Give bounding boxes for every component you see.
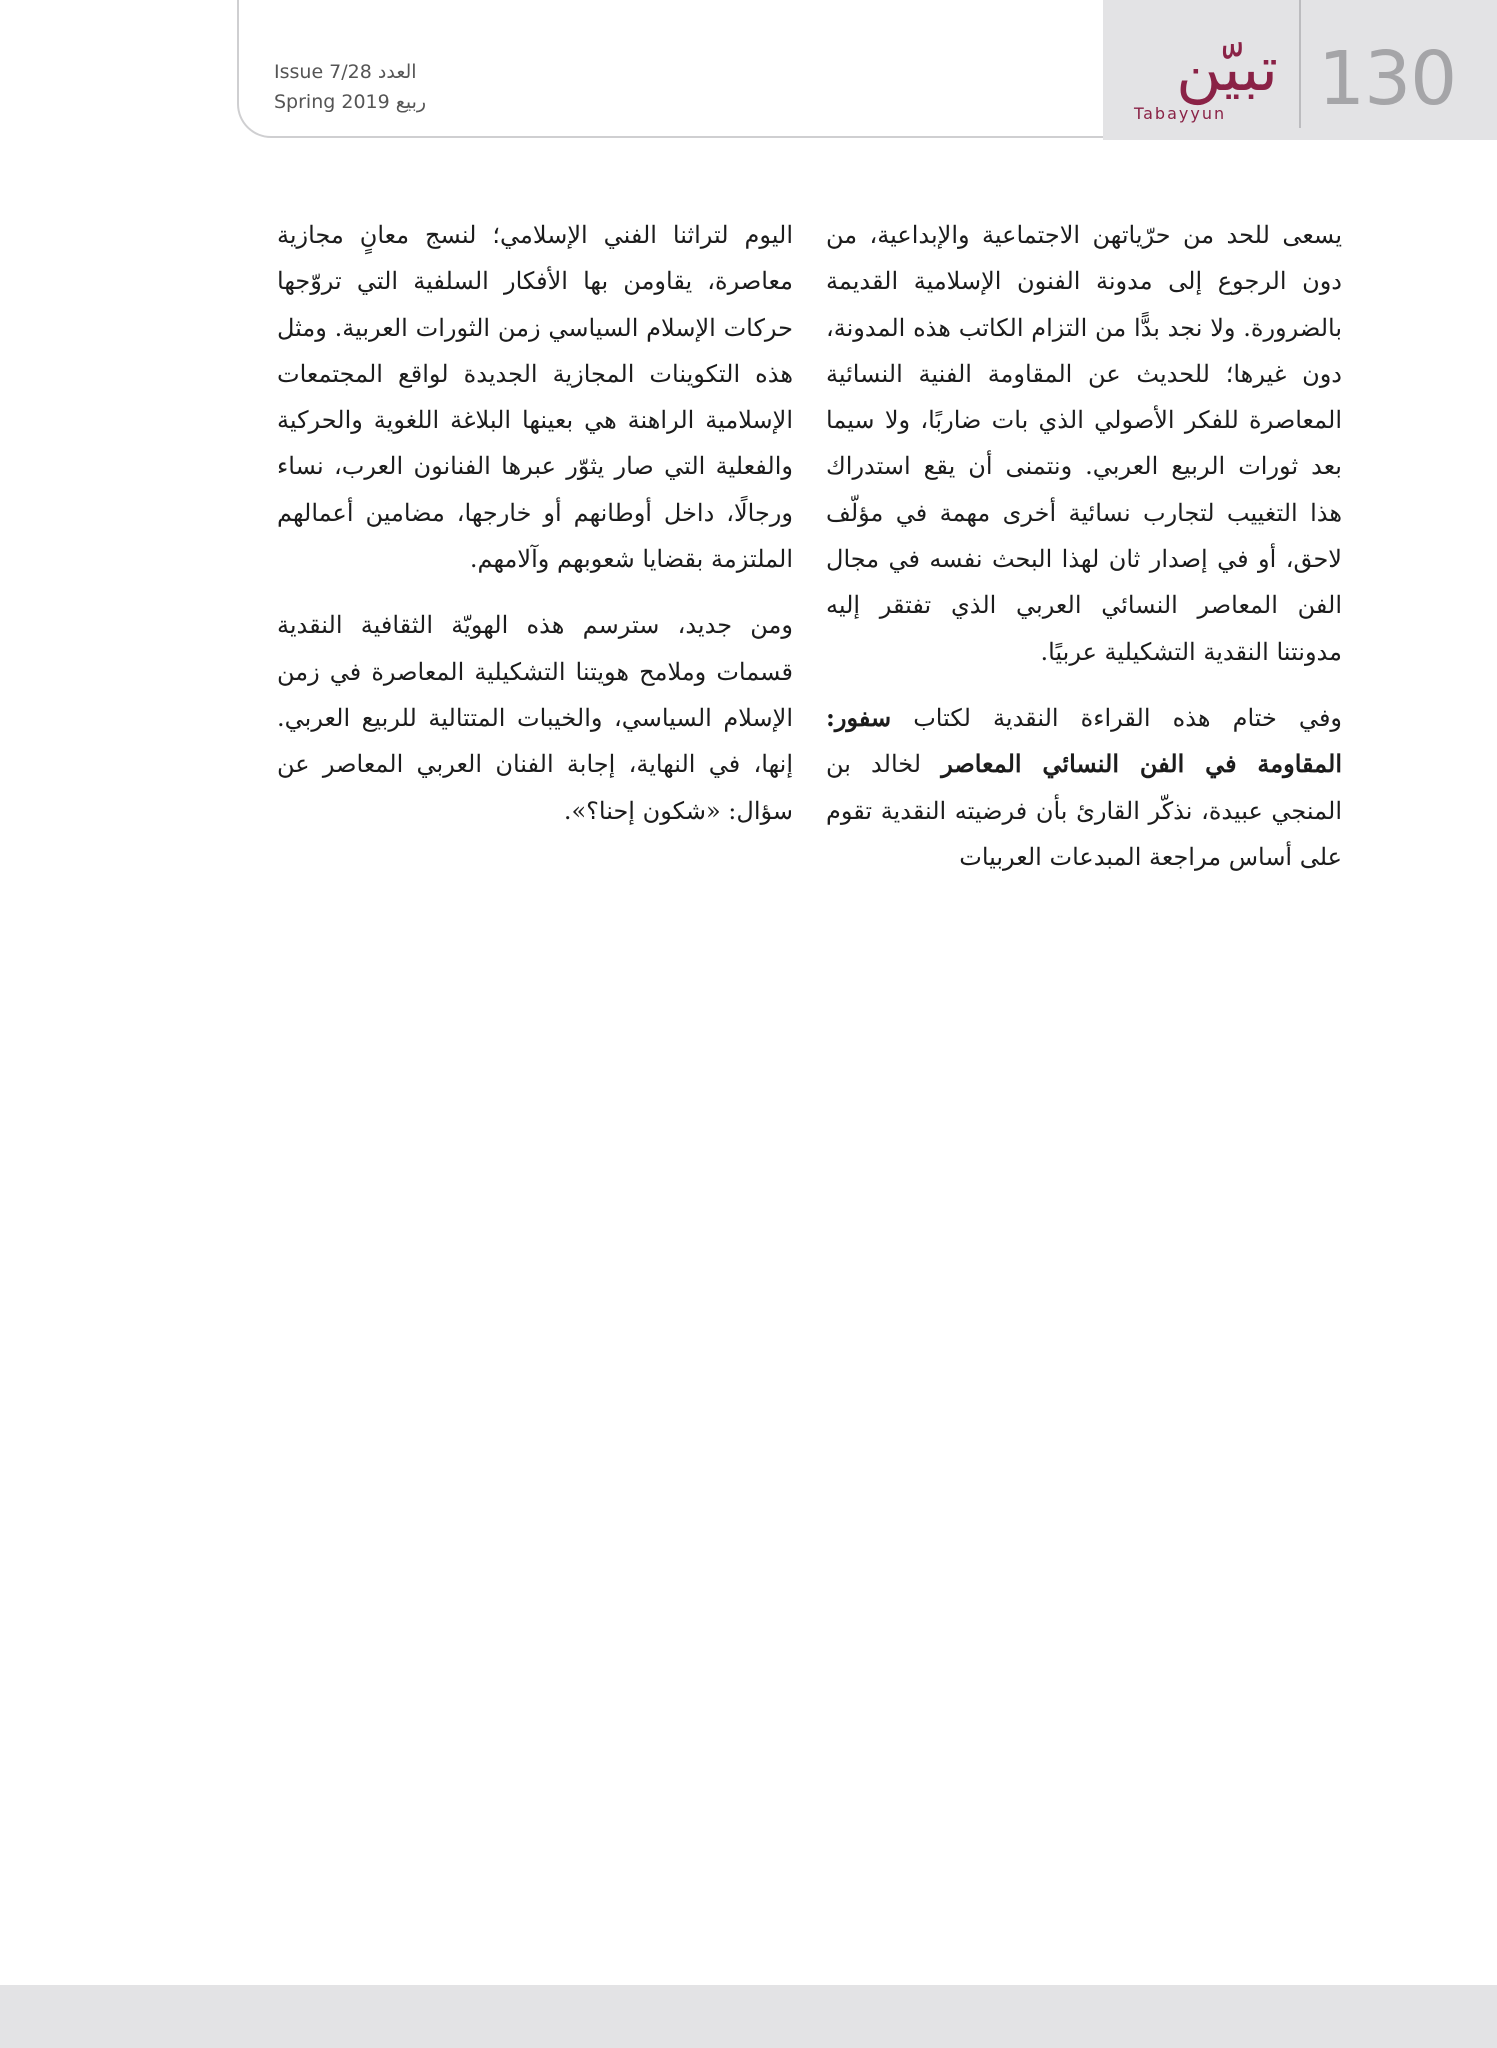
page-number: 130 [1318,36,1457,122]
book-title: سفور: المقاومة في الفن النسائي المعاصر [826,702,1342,779]
issue-ar: العدد [377,61,417,83]
p2-end: لخالد بن المنجي عبيدة، نذكّر القارئ بأن فرضيته النقدية تقوم على أساس مراجعة المبدعات العربيات [826,750,1342,871]
issue-line [274,57,464,87]
p2-start: وفي ختام هذه القراءة النقدية لكتاب [891,703,1342,732]
right-paragraph-1: يسعى للحد من حرّياتهن الاجتماعية والإبداعية، من دون الرجوع إلى مدونة الفنون الإسلامية القديمة بالضرورة. ولا نجد بدًّا من التزام الكاتب هذه المدونة، دون غيرها؛ للحديث عن المقاومة الفنية النسائية المعاصرة للفكر الأصولي الذي بات ضاربًا، ولا سيما بعد ثورات الربيع العربي. ونتمنى أن يقع استدراك هذا التغييب لتجارب نسائية أخرى مهمة في مؤلّف لاحق، أو في إصدار ثان لهذا البحث نفسه في مجال الفن المعاصر النسائي العربي الذي تفتقر إليه مدونتنا النقدية التشكيلية عربيًا. [826,221,1342,666]
logo-latin: Tabayyun [1134,104,1227,123]
issue-info [274,57,464,117]
season-ar: ربيع [395,91,427,113]
logo-arabic: تبيّن [1176,32,1278,105]
left-paragraph-1: اليوم لتراثنا الفني الإسلامي؛ لنسج معانٍ مجازية معاصرة، يقاومن بها الأفكار السلفية التي تروّجها حركات الإسلام السياسي زمن الثورات العربية. ومثل هذه التكوينات المجازية الجديدة لواقع المجتمعات الإسلامية الراهنة هي بعينها البلاغة اللغوية والحركية والفعلية التي صار يثوّر عبرها الفنانون العرب، نساء ورجالًا، داخل أوطانهم أو خارجها، مضامين أعمالهم الملتزمة بقضايا شعوبهم وآلامهم. [277,221,793,574]
page-number-divider [1299,0,1301,128]
issue-en: Issue 7/28 [274,61,372,83]
season-line [274,87,464,117]
journal-logo [1128,32,1288,130]
left-paragraph-2: ومن جديد، سترسم هذه الهويّة الثقافية النقدية قسمات وملامح هويتنا التشكيلية المعاصرة في زمن الإسلام السياسي، والخيبات المتتالية للربيع العربي. إنها، في النهاية، إجابة الفنان العربي المعاصر عن سؤال: «شكون إحنا؟». [277,611,793,825]
right-column [826,212,1342,900]
footer-bar [0,1985,1497,2048]
right-paragraph-2 [826,695,1342,880]
season-en: Spring 2019 [274,91,390,113]
left-column [277,212,793,854]
